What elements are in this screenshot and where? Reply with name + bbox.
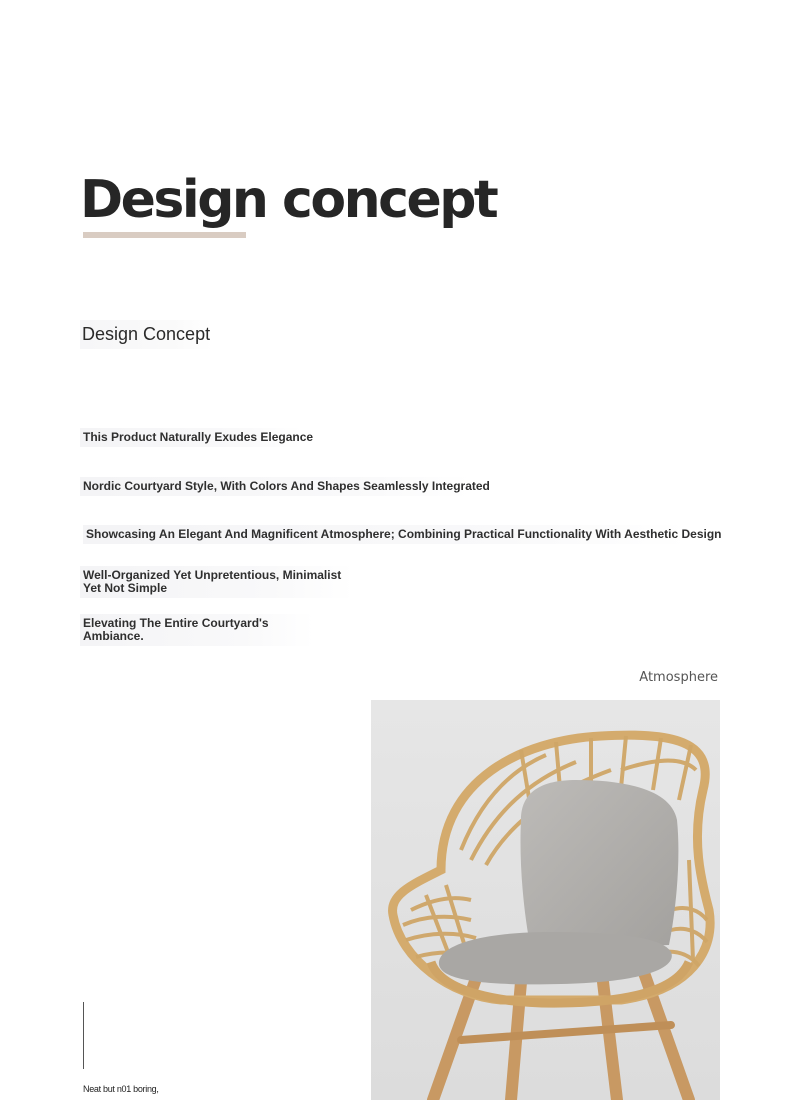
concept-line-3: Showcasing An Elegant And Magnificent Atmosphere; Combining Practical Functionality With Aesthetic Design xyxy=(83,525,689,544)
concept-line-1: This Product Naturally Exudes Elegance xyxy=(80,428,302,447)
rattan-chair-illustration xyxy=(371,700,720,1100)
concept-line-4: Well-Organized Yet Unpretentious, Minimalist Yet Not Simple xyxy=(80,566,354,598)
concept-line-2: Nordic Courtyard Style, With Colors And Shapes Seamlessly Integrated xyxy=(80,477,471,496)
page-title: Design concept xyxy=(80,170,497,230)
concept-line-5: Elevating The Entire Courtyard's Ambiance. xyxy=(80,614,314,646)
rattan-chair-photo xyxy=(371,700,720,1100)
section-subtitle: Design Concept xyxy=(80,320,212,349)
footer-caption: Neat but n01 boring, xyxy=(83,1084,159,1094)
title-underline xyxy=(83,232,246,238)
vertical-divider xyxy=(83,1002,84,1069)
atmosphere-label: Atmosphere xyxy=(639,670,718,685)
